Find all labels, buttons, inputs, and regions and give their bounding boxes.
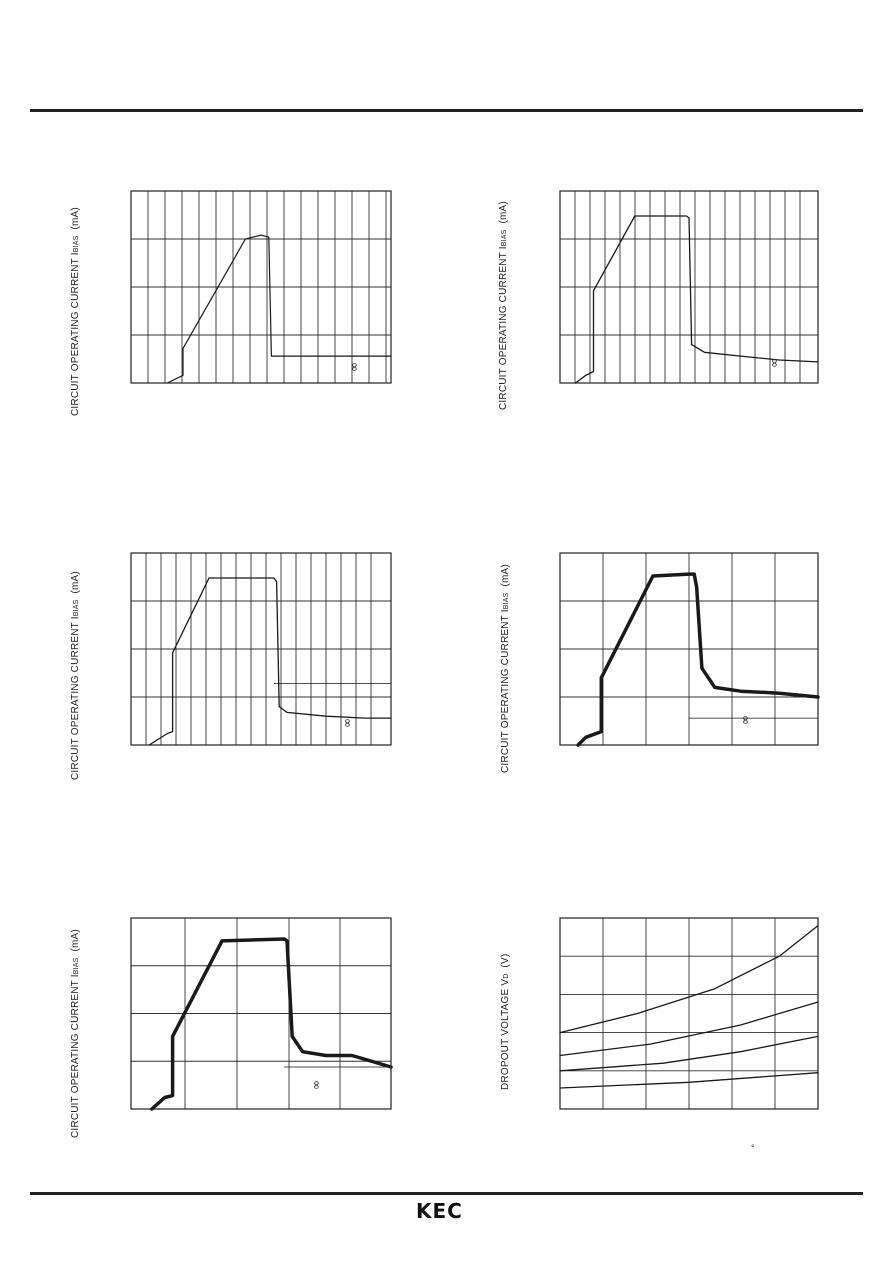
series-line-0 xyxy=(152,939,391,1109)
infinity-label: ∞ xyxy=(347,362,361,372)
infinity-label: ∞ xyxy=(767,358,781,368)
y-axis-label: CIRCUIT OPERATING CURRENT IBIAS (mA) xyxy=(498,201,509,410)
series-line-0 xyxy=(149,578,391,745)
y-axis-label: CIRCUIT OPERATING CURRENT IBIAS (mA) xyxy=(70,207,81,416)
y-axis-label: CIRCUIT OPERATING CURRENT IBIAS (mA) xyxy=(500,564,511,773)
kec-logo: KEC xyxy=(416,1199,463,1223)
series-line-0 xyxy=(578,574,818,745)
infinity-label: ∞ xyxy=(340,718,354,728)
y-axis-label: CIRCUIT OPERATING CURRENT IBIAS (mA) xyxy=(70,929,81,1138)
degree-mark: ° xyxy=(751,1143,755,1153)
series-line-0 xyxy=(167,235,391,383)
infinity-label: ∞ xyxy=(309,1080,323,1090)
series-line-0 xyxy=(576,216,819,383)
y-axis-label: DROPOUT VOLTAGE VD (V) xyxy=(500,953,511,1090)
infinity-label: ∞ xyxy=(738,715,752,725)
y-axis-label: CIRCUIT OPERATING CURRENT IBIAS (mA) xyxy=(70,571,81,780)
